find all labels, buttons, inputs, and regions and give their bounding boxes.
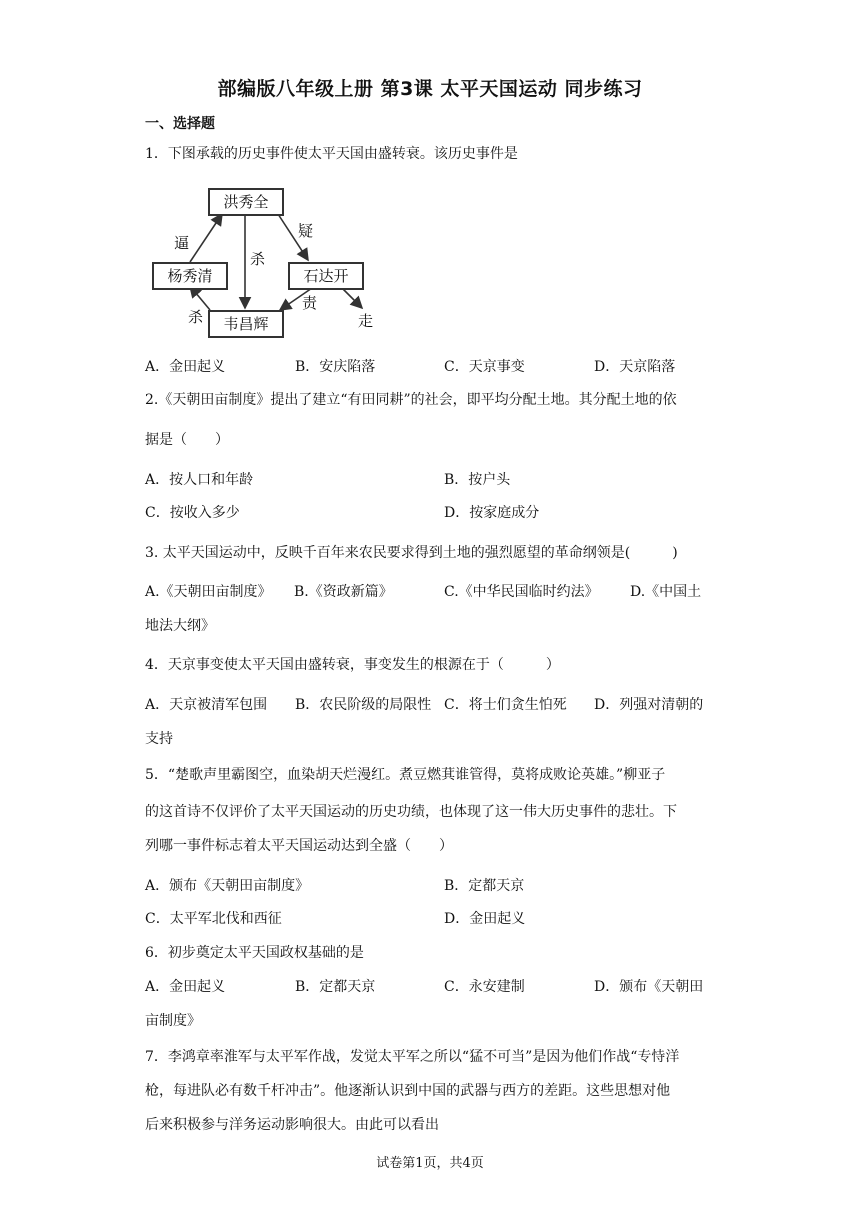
q3-option-b: B.《资政新篇》 bbox=[294, 584, 393, 600]
q1-option-b: B．安庆陷落 bbox=[295, 359, 376, 375]
q5-option-b: B．定都天京 bbox=[444, 878, 525, 894]
edge-label-yi: 疑 bbox=[298, 222, 314, 240]
q6-option-d: D．颁布《天朝田 bbox=[594, 979, 704, 995]
q2-option-c: C．按收入多少 bbox=[145, 505, 240, 521]
q2-option-d: D．按家庭成分 bbox=[444, 505, 540, 521]
question-7-line-2: 枪，每进队必有数千杆冲击”。他逐渐认识到中国的武器与西方的差距。这些思想对他 bbox=[145, 1083, 671, 1099]
section-heading: 一、选择题 bbox=[145, 116, 215, 132]
page-footer: 试卷第1页，共4页 bbox=[376, 1156, 484, 1171]
question-1-stem: 1．下图承载的历史事件使太平天国由盛转衰。该历史事件是 bbox=[145, 146, 518, 162]
q4-option-d-continued: 支持 bbox=[145, 731, 173, 747]
q5-option-a: A．颁布《天朝田亩制度》 bbox=[145, 878, 310, 894]
q6-option-b: B．定都天京 bbox=[295, 979, 376, 995]
edge-label-zou: 走 bbox=[358, 312, 374, 330]
q4-option-d: D．列强对清朝的 bbox=[594, 697, 704, 713]
edge-label-sha-1: 杀 bbox=[250, 250, 266, 268]
q3-option-d: D.《中国土 bbox=[630, 584, 702, 600]
node-shi-dakai: 石达开 bbox=[288, 262, 364, 290]
q2-option-b: B．按户头 bbox=[444, 472, 511, 488]
question-5-line-1: 5．“楚歌声里霸图空，血染胡天烂漫红。煮豆燃萁谁管得，莫将成败论英雄。”柳亚子 bbox=[145, 767, 666, 783]
question-5-line-3: 列哪一事件标志着太平天国运动达到全盛（ ） bbox=[145, 838, 453, 854]
q3-option-a: A.《天朝田亩制度》 bbox=[145, 584, 272, 600]
page-title: 部编版八年级上册 第3课 太平天国运动 同步练习 bbox=[217, 78, 643, 100]
q4-option-c: C．将士们贪生怕死 bbox=[444, 697, 567, 713]
question-4-line-1: 4．天京事变使太平天国由盛转衰，事变发生的根源在于（ ） bbox=[145, 657, 560, 673]
q6-option-a: A．金田起义 bbox=[145, 979, 226, 995]
edge-label-ze: 责 bbox=[302, 294, 318, 312]
node-yang-xiuqing: 杨秀清 bbox=[152, 262, 228, 290]
q6-option-d-continued: 亩制度》 bbox=[145, 1013, 201, 1029]
node-wei-changhui: 韦昌辉 bbox=[208, 310, 284, 338]
question-2-line-2: 据是（ ） bbox=[145, 432, 229, 448]
q6-option-c: C．永安建制 bbox=[444, 979, 525, 995]
q1-option-a: A．金田起义 bbox=[145, 359, 226, 375]
node-hong-xiuquan: 洪秀全 bbox=[208, 188, 284, 216]
edge-label-sha-2: 杀 bbox=[188, 308, 204, 326]
q1-option-d: D．天京陷落 bbox=[594, 359, 676, 375]
question-6-line-1: 6．初步奠定太平天国政权基础的是 bbox=[145, 945, 364, 961]
question-5-line-2: 的这首诗不仅评价了太平天国运动的历史功绩，也体现了这一伟大历史事件的悲壮。下 bbox=[145, 804, 677, 820]
q4-option-b: B．农民阶级的局限性 bbox=[295, 697, 432, 713]
q2-option-a: A．按人口和年龄 bbox=[145, 472, 254, 488]
q1-option-c: C．天京事变 bbox=[444, 359, 525, 375]
q3-option-c: C.《中华民国临时约法》 bbox=[444, 584, 599, 600]
q5-option-c: C．太平军北伐和西征 bbox=[145, 911, 282, 927]
q5-option-d: D．金田起义 bbox=[444, 911, 526, 927]
question-7-line-3: 后来积极参与洋务运动影响很大。由此可以看出 bbox=[145, 1117, 439, 1133]
q4-option-a: A．天京被清军包围 bbox=[145, 697, 268, 713]
relationship-diagram bbox=[150, 182, 390, 342]
question-2-line-1: 2.《天朝田亩制度》提出了建立“有田同耕”的社会，即平均分配土地。其分配土地的依 bbox=[145, 392, 677, 408]
edge-label-bi: 逼 bbox=[174, 234, 190, 252]
question-3-line-1: 3. 太平天国运动中，反映千百年来农民要求得到土地的强烈愿望的革命纲领是( ) bbox=[145, 545, 678, 561]
question-7-line-1: 7．李鸿章率淮军与太平军作战，发觉太平军之所以“猛不可当”是因为他们作战“专恃洋 bbox=[145, 1049, 680, 1065]
arrow-yang-to-hong bbox=[190, 214, 222, 262]
q3-option-d-continued: 地法大纲》 bbox=[145, 618, 215, 634]
